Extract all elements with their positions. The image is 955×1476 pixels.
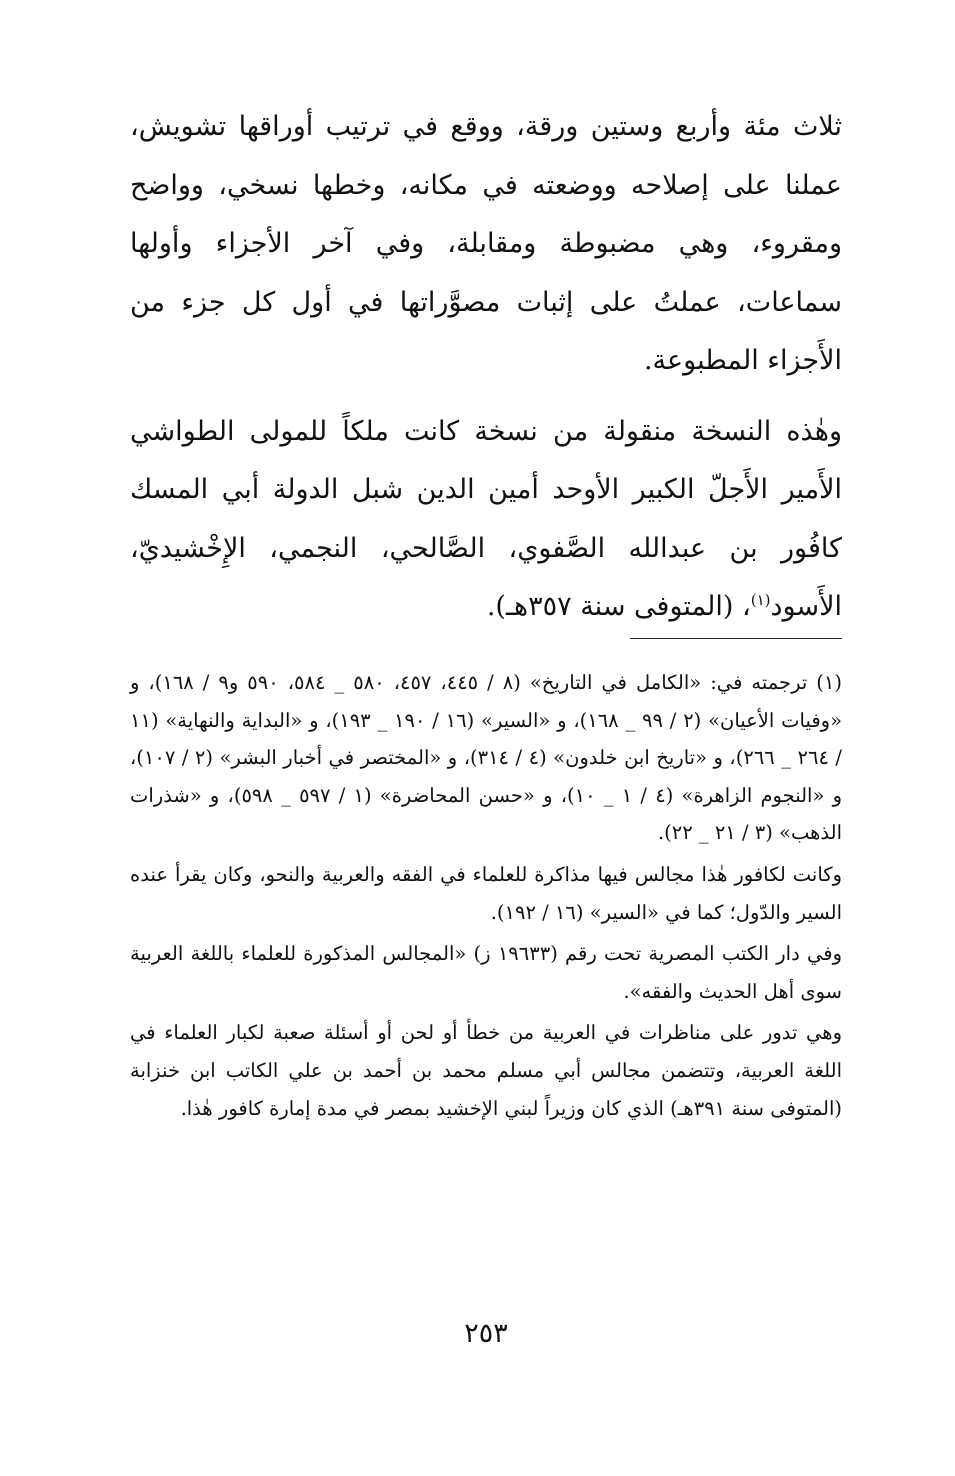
main-paragraph-1: ثلاث مئة وأربع وستين ورقة، ووقع في ترتيب أوراقها تشويش، عملنا على إصلاحه ووضعته في مكانه، وخطها نسخي، وواضح ومقروء، وهي مضبوطة ومقابلة، وفي آخر الأجزاء وأولها سماعات، عملتُ على إثبات مصوَّراتها في أول كل جزء من الأَجزاء المطبوعة. (130, 111, 842, 376)
main-paragraph-2-tail: ، (المتوفى سنة ٣٥٧هـ). (486, 591, 751, 622)
footnote-paragraph-3: وفي دار الكتب المصرية تحت رقم (١٩٦٣٣ ز) «المجالس المذكورة للعلماء باللغة العربية سوى أهل الحديث والفقه». (130, 942, 842, 1003)
footnotes-block (130, 664, 842, 1127)
footnote-paragraph-4: وهي تدور على مناظرات في العربية من خطأ أو لحن أو أسئلة صعبة لكبار العلماء في اللغة العربية، وتتضمن مجالس أبي مسلم محمد بن أحمد بن علي الكاتب ابن خنزابة (المتوفى سنة ٣٩١هـ) الذي كان وزيراً لبني الإخشيد بمصر في مدة إمارة كافور هٰذا. (130, 1021, 842, 1120)
main-paragraph-2-text: وهٰذه النسخة منقولة من نسخة كانت ملكاً للمولى الطواشي الأَمير الأَجلّ الكبير الأوحد أمين الدين شبل الدولة أبي المسك كافُور بن عبدالله الصَّفوي، الصَّالحي، النجمي، الإِخْشيديّ، الأَسود (130, 415, 842, 622)
main-paragraph-2 (130, 403, 842, 637)
footnote-marker-1[interactable]: (١) (750, 591, 771, 609)
page-number: ٢٥٣ (464, 1318, 508, 1349)
footnote-1: (١) ترجمته في: «الكامل في التاريخ» (٨ / ٤٤٥، ٤٥٧، ٥٨٠ _ ٥٨٤، ٥٩٠ و٩ / ١٦٨)، و «وفيات الأعيان» (٢ / ٩٩ _ ١٦٨)، و «السير» (١٦ / ١٩٠ _ ١٩٣)، و «البداية والنهاية» (١١ / ٢٦٤ _ ٢٦٦)، و «تاريخ ابن خلدون» (٤ / ٣١٤)، و «المختصر في أخبار البشر» (٢ / ١٠٧)، و «النجوم الزاهرة» (٤ / ١ _ ١٠)، و «حسن المحاضرة» (١ / ٥٩٧ _ ٥٩٨)، و «شذرات الذهب» (٣ / ٢١ _ ٢٢). (130, 671, 843, 845)
main-text-block (130, 98, 842, 637)
footnote-separator (630, 638, 842, 639)
book-page (130, 0, 842, 1476)
footnote-paragraph-2: وكانت لكافور هٰذا مجالس فيها مذاكرة للعلماء في الفقه والعربية والنحو، وكان يقرأ عنده السير والدّول؛ كما في «السير» (١٦ / ١٩٢). (130, 862, 842, 924)
